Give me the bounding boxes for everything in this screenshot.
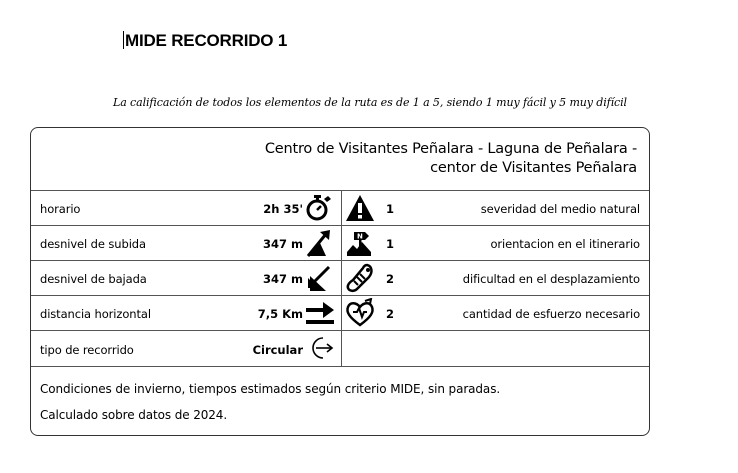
row-value: Circular <box>252 343 303 357</box>
row-label: desnivel de subida <box>40 237 146 251</box>
divider <box>31 260 649 261</box>
row-value: 2h 35' <box>263 202 303 216</box>
stopwatch-icon <box>304 193 334 223</box>
rating-label: severidad del medio natural <box>480 202 640 216</box>
descent-arrow-icon <box>306 264 334 292</box>
footprint-icon <box>345 263 375 293</box>
ascent-arrow-icon <box>306 229 334 257</box>
rating-value: 2 <box>386 307 395 321</box>
circular-route-icon <box>307 334 335 362</box>
divider <box>31 330 649 331</box>
rating-note: La calificación de todos los elementos de la ruta es de 1 a 5, siendo 1 muy fácil y 5 muy difícil <box>113 96 627 109</box>
column-divider <box>341 190 342 366</box>
route-name-line2: centor de Visitantes Peñalara <box>430 160 637 176</box>
distance-arrow-icon <box>305 299 335 327</box>
divider <box>31 366 649 367</box>
rating-label: orientacion en el itinerario <box>490 237 640 251</box>
warning-triangle-icon <box>345 193 375 223</box>
rating-label: dificultad en el desplazamiento <box>462 272 640 286</box>
row-label: horario <box>40 202 81 216</box>
signpost-icon <box>345 228 375 258</box>
row-label: desnivel de bajada <box>40 272 147 286</box>
mide-card <box>30 127 650 436</box>
rating-label: cantidad de esfuerzo necesario <box>462 307 640 321</box>
heart-effort-icon <box>345 298 375 328</box>
svg-text:N: N <box>357 232 363 241</box>
row-label: distancia horizontal <box>40 307 151 321</box>
rating-value: 1 <box>386 202 395 216</box>
route-name-line1: Centro de Visitantes Peñalara - Laguna de Peñalara - <box>264 141 637 157</box>
text-cursor <box>123 31 124 49</box>
document-title <box>123 31 287 51</box>
rating-value: 2 <box>386 272 395 286</box>
row-value: 7,5 Km <box>257 307 303 321</box>
route-name <box>217 140 637 178</box>
row-label: tipo de recorrido <box>40 343 134 357</box>
divider <box>31 225 649 226</box>
row-value: 347 m <box>263 237 303 251</box>
divider <box>31 190 649 191</box>
footer-line: Calculado sobre datos de 2024. <box>40 408 228 422</box>
rating-value: 1 <box>386 237 395 251</box>
footer-line: Condiciones de invierno, tiempos estimados según criterio MIDE, sin paradas. <box>40 382 501 396</box>
row-value: 347 m <box>263 272 303 286</box>
divider <box>31 295 649 296</box>
document-title-text: MIDE RECORRIDO 1 <box>125 31 288 50</box>
